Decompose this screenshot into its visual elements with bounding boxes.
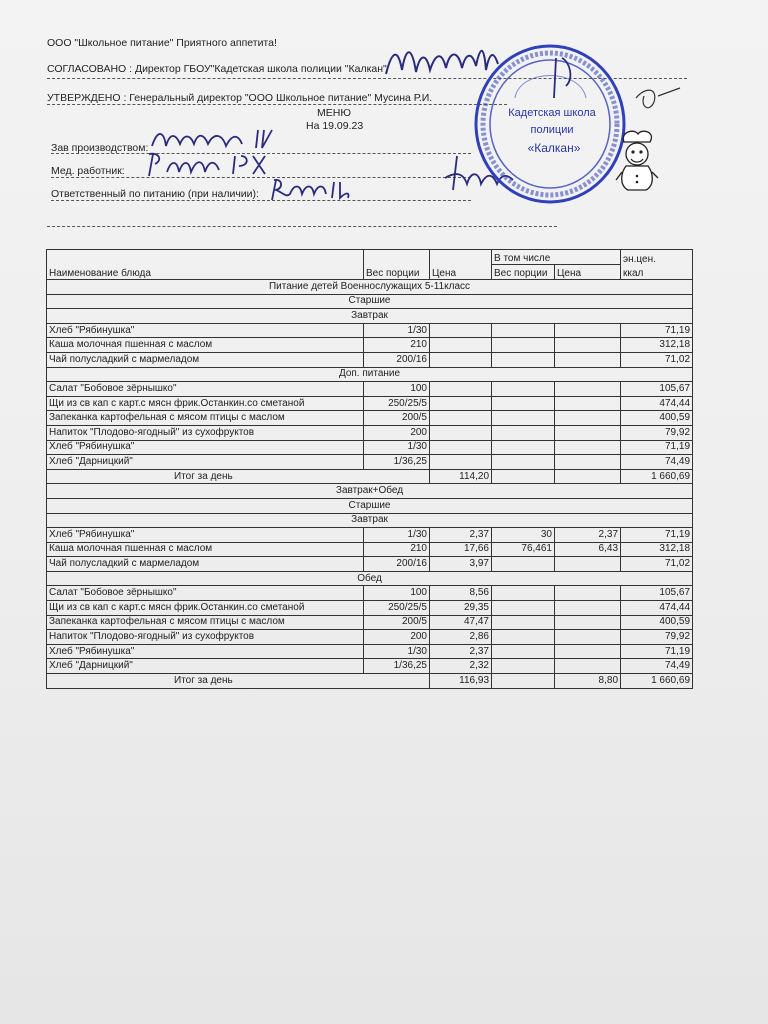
dish-weight: 210	[364, 338, 430, 353]
approved-line: СОГЛАСОВАНО : Директор ГБОУ"Кадетская школа полиции "Калкан"	[47, 63, 387, 75]
block2-title-row	[47, 484, 693, 499]
dish-incl-price	[555, 586, 621, 601]
dish-price: 2,32	[430, 659, 492, 674]
block2-breakfast-item	[47, 542, 693, 557]
block1-extra-item	[47, 411, 693, 426]
dish-name: Салат "Бобовое зёрнышко"	[47, 586, 364, 601]
block1-extra-item	[47, 396, 693, 411]
dish-incl-price	[555, 644, 621, 659]
dish-weight: 200	[364, 425, 430, 440]
dish-name: Каша молочная пшенная с маслом	[47, 338, 364, 353]
dish-price: 47,47	[430, 615, 492, 630]
header-energy-bottom: ккал	[621, 265, 693, 280]
dish-incl-price	[555, 659, 621, 674]
dish-incl-price	[555, 338, 621, 353]
block1-breakfast-item	[47, 323, 693, 338]
dish-incl-weight	[492, 338, 555, 353]
block1-breakfast-row-label: Завтрак	[47, 309, 693, 324]
header-weight: Вес порции	[364, 250, 430, 280]
dish-kcal: 71,02	[621, 557, 693, 572]
menu-date: На 19.09.23	[306, 120, 364, 132]
dish-kcal: 74,49	[621, 659, 693, 674]
block1-extra-row-label: Доп. питание	[47, 367, 693, 382]
table-header-row-1	[47, 250, 693, 265]
dish-weight: 100	[364, 382, 430, 397]
dish-kcal: 400,59	[621, 411, 693, 426]
block2-group-row	[47, 498, 693, 513]
dish-incl-weight	[492, 630, 555, 645]
dish-price	[430, 382, 492, 397]
total-price: 116,93	[430, 674, 492, 689]
dish-kcal: 71,19	[621, 528, 693, 543]
block2-lunch-item	[47, 659, 693, 674]
dish-incl-weight: 76,461	[492, 542, 555, 557]
block1-extra-item	[47, 440, 693, 455]
responsible-signature	[268, 172, 358, 206]
dish-incl-weight	[492, 352, 555, 367]
block1-group-row	[47, 294, 693, 309]
dish-incl-weight	[492, 601, 555, 616]
block1-breakfast-item	[47, 338, 693, 353]
block1-group-row-label: Старшие	[47, 294, 693, 309]
dish-name: Хлеб "Дарницкий"	[47, 659, 364, 674]
dish-incl-price	[555, 425, 621, 440]
chef-emblem	[612, 128, 662, 194]
dish-name: Хлеб "Рябинушка"	[47, 528, 364, 543]
header-incl-price: Цена	[555, 265, 621, 280]
dish-weight: 210	[364, 542, 430, 557]
block2-lunch-row	[47, 571, 693, 586]
stamp-line-2: полиции	[530, 124, 574, 136]
dish-price: 2,37	[430, 644, 492, 659]
dish-name: Салат "Бобовое зёрнышко"	[47, 382, 364, 397]
dish-incl-weight: 30	[492, 528, 555, 543]
dish-incl-price	[555, 440, 621, 455]
dish-price: 17,66	[430, 542, 492, 557]
stamp-line-3: «Калкан»	[527, 141, 581, 155]
dish-name: Щи из св кап с карт.с мясн фрик.Останкин.со сметаной	[47, 601, 364, 616]
total-kcal: 1 660,69	[621, 469, 693, 484]
dish-incl-weight	[492, 455, 555, 470]
dish-weight: 1/30	[364, 644, 430, 659]
dish-price: 2,86	[430, 630, 492, 645]
total-label: Итог за день	[47, 469, 430, 484]
dish-weight: 200/5	[364, 615, 430, 630]
dish-price: 2,37	[430, 528, 492, 543]
dish-price	[430, 338, 492, 353]
dish-kcal: 400,59	[621, 615, 693, 630]
block2-title-row-label: Завтрак+Обед	[47, 484, 693, 499]
block1-extra-row	[47, 367, 693, 382]
header-energy-top: эн.цен.	[621, 250, 693, 265]
total-incl-price	[555, 469, 621, 484]
dish-name: Чай полусладкий с мармеладом	[47, 352, 364, 367]
dish-kcal: 105,67	[621, 586, 693, 601]
dish-kcal: 71,19	[621, 644, 693, 659]
total-kcal: 1 660,69	[621, 674, 693, 689]
dish-incl-price	[555, 411, 621, 426]
dish-kcal: 312,18	[621, 338, 693, 353]
dish-name: Хлеб "Дарницкий"	[47, 455, 364, 470]
dish-incl-price	[555, 615, 621, 630]
school-stamp	[470, 38, 630, 208]
dish-weight: 1/30	[364, 323, 430, 338]
dish-weight: 200/16	[364, 557, 430, 572]
dish-price	[430, 455, 492, 470]
responsible-divider	[51, 200, 471, 201]
table-title-row	[47, 280, 693, 295]
medic-signature	[145, 148, 285, 184]
dish-name: Чай полусладкий с мармеладом	[47, 557, 364, 572]
dish-weight: 1/36,25	[364, 659, 430, 674]
production-label: Зав производством:	[51, 142, 149, 154]
block2-total-row	[47, 674, 693, 689]
dish-kcal: 71,19	[621, 323, 693, 338]
block1-total-row	[47, 469, 693, 484]
dish-incl-price	[555, 396, 621, 411]
dish-price: 29,35	[430, 601, 492, 616]
block1-extra-item	[47, 425, 693, 440]
dish-incl-price	[555, 352, 621, 367]
dish-incl-price	[555, 630, 621, 645]
dish-incl-price: 2,37	[555, 528, 621, 543]
dish-name: Хлеб "Рябинушка"	[47, 644, 364, 659]
block2-lunch-item	[47, 630, 693, 645]
dish-price	[430, 352, 492, 367]
dish-weight: 1/36,25	[364, 455, 430, 470]
dish-incl-weight	[492, 396, 555, 411]
dish-incl-weight	[492, 411, 555, 426]
dish-incl-weight	[492, 586, 555, 601]
dish-weight: 200	[364, 630, 430, 645]
dish-kcal: 79,92	[621, 425, 693, 440]
dish-kcal: 474,44	[621, 601, 693, 616]
dish-name: Напиток "Плодово-ягодный" из сухофруктов	[47, 630, 364, 645]
dish-name: Щи из св кап с карт.с мясн фрик.Останкин.со сметаной	[47, 396, 364, 411]
dish-incl-price	[555, 323, 621, 338]
dish-kcal: 71,19	[621, 440, 693, 455]
dish-kcal: 312,18	[621, 542, 693, 557]
dish-price	[430, 323, 492, 338]
dish-incl-weight	[492, 615, 555, 630]
block2-lunch-item	[47, 644, 693, 659]
company-line: ООО "Школьное питание" Приятного аппетита!	[47, 37, 277, 49]
dish-name: Запеканка картофельная с мясом птицы с маслом	[47, 411, 364, 426]
block2-breakfast-item	[47, 528, 693, 543]
dish-incl-price: 6,43	[555, 542, 621, 557]
dish-name: Хлеб "Рябинушка"	[47, 323, 364, 338]
dish-name: Хлеб "Рябинушка"	[47, 440, 364, 455]
table-title-row-label: Питание детей Военнослужащих 5-11класс	[47, 280, 693, 295]
dish-kcal: 79,92	[621, 630, 693, 645]
dish-incl-weight	[492, 659, 555, 674]
dish-incl-price	[555, 601, 621, 616]
dish-incl-price	[555, 382, 621, 397]
block1-extra-item	[47, 455, 693, 470]
block2-breakfast-row-label: Завтрак	[47, 513, 693, 528]
dish-price: 8,56	[430, 586, 492, 601]
total-incl-weight	[492, 674, 555, 689]
dish-price	[430, 425, 492, 440]
responsible-label: Ответственный по питанию (при наличии):	[51, 188, 259, 200]
header-dish: Наименование блюда	[47, 250, 364, 280]
stamp-line-1: Кадетская школа	[508, 107, 596, 119]
dish-weight: 250/25/5	[364, 396, 430, 411]
block2-breakfast-row	[47, 513, 693, 528]
block2-lunch-item	[47, 601, 693, 616]
block2-lunch-item	[47, 615, 693, 630]
dish-kcal: 105,67	[621, 382, 693, 397]
dish-incl-weight	[492, 644, 555, 659]
total-incl-weight	[492, 469, 555, 484]
dish-incl-weight	[492, 440, 555, 455]
dish-name: Запеканка картофельная с мясом птицы с маслом	[47, 615, 364, 630]
dish-incl-price	[555, 455, 621, 470]
dish-incl-price	[555, 557, 621, 572]
dish-name: Каша молочная пшенная с маслом	[47, 542, 364, 557]
dish-kcal: 474,44	[621, 396, 693, 411]
block2-group-row-label: Старшие	[47, 498, 693, 513]
total-label: Итог за день	[47, 674, 430, 689]
block2-breakfast-item	[47, 557, 693, 572]
dish-name: Напиток "Плодово-ягодный" из сухофруктов	[47, 425, 364, 440]
dish-weight: 200/16	[364, 352, 430, 367]
confirmed-line: УТВЕРЖДЕНО : Генеральный директор "ООО Школьное питание" Мусина Р.И.	[47, 92, 433, 104]
dish-weight: 250/25/5	[364, 601, 430, 616]
dish-price	[430, 440, 492, 455]
header-incl: В том числе	[492, 250, 621, 265]
section-divider	[47, 226, 557, 227]
dish-price	[430, 396, 492, 411]
dish-incl-weight	[492, 425, 555, 440]
dish-price: 3,97	[430, 557, 492, 572]
dish-weight: 1/30	[364, 528, 430, 543]
dish-incl-weight	[492, 323, 555, 338]
total-incl-price: 8,80	[555, 674, 621, 689]
block2-lunch-row-label: Обед	[47, 571, 693, 586]
block2-lunch-item	[47, 586, 693, 601]
dish-weight: 100	[364, 586, 430, 601]
block1-breakfast-item	[47, 352, 693, 367]
total-price: 114,20	[430, 469, 492, 484]
menu-table	[46, 249, 693, 689]
dish-weight: 1/30	[364, 440, 430, 455]
confirmed-divider	[47, 104, 507, 105]
dish-incl-weight	[492, 557, 555, 572]
block1-breakfast-row	[47, 309, 693, 324]
menu-title: МЕНЮ	[317, 107, 351, 119]
dish-incl-weight	[492, 382, 555, 397]
dish-price	[430, 411, 492, 426]
dish-kcal: 74,49	[621, 455, 693, 470]
header-price: Цена	[430, 250, 492, 280]
block1-extra-item	[47, 382, 693, 397]
dish-weight: 200/5	[364, 411, 430, 426]
margin-mark	[628, 78, 688, 118]
medic-label: Мед. работник:	[51, 165, 125, 177]
dish-kcal: 71,02	[621, 352, 693, 367]
header-incl-weight: Вес порции	[492, 265, 555, 280]
